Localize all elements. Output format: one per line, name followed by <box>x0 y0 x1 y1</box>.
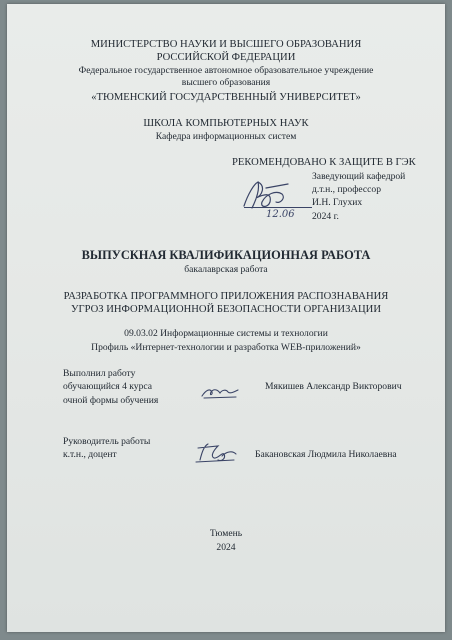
supervisor-label-1: Руководитель работы <box>63 436 151 447</box>
author-signature <box>198 382 242 402</box>
head-name: И.Н. Глухих <box>312 197 363 208</box>
approval-heading: РЕКОМЕНДОВАНО К ЗАЩИТЕ В ГЭК <box>232 157 416 168</box>
author-label-2: обучающийся 4 курса <box>63 381 153 392</box>
ministry-line-1: МИНИСТЕРСТВО НАУКИ И ВЫСШЕГО ОБРАЗОВАНИЯ <box>90 39 362 50</box>
profile: Профиль «Интернет-технологии и разработка WEB-приложений» <box>91 342 361 353</box>
department-name: Кафедра информационных систем <box>155 131 297 142</box>
author-label-3: очной формы обучения <box>63 395 159 406</box>
head-title: Заведующий кафедрой <box>312 171 406 182</box>
approval-year: 2024 г. <box>312 211 339 222</box>
school-name: ШКОЛА КОМПЬЮТЕРНЫХ НАУК <box>143 118 309 129</box>
head-degree: д.т.н., профессор <box>312 184 382 195</box>
work-subtype: бакалаврская работа <box>184 264 268 275</box>
supervisor-signature <box>192 440 242 466</box>
supervisor-name: Бакановская Людмила Николаевна <box>255 449 397 460</box>
supervisor-label-2: к.т.н., доцент <box>63 449 117 460</box>
handwritten-date: 12.06 <box>266 209 295 220</box>
head-signature <box>236 176 298 216</box>
topic-line-2: УГРОЗ ИНФОРМАЦИОННОЙ БЕЗОПАСНОСТИ ОРГАНИЗАЦИИ <box>71 304 381 315</box>
specialty: 09.03.02 Информационные системы и технологии <box>124 328 328 339</box>
footer-city: Тюмень <box>209 528 243 539</box>
university-name: «ТЮМЕНСКИЙ ГОСУДАРСТВЕННЫЙ УНИВЕРСИТЕТ» <box>91 92 361 103</box>
author-label-1: Выполнил работу <box>63 368 136 379</box>
footer-year: 2024 <box>216 542 236 553</box>
ministry-line-2: РОССИЙСКОЙ ФЕДЕРАЦИИ <box>156 52 296 63</box>
institution-line-1: Федеральное государственное автономное образовательное учреждение <box>78 65 374 76</box>
work-type: ВЫПУСКНАЯ КВАЛИФИКАЦИОННАЯ РАБОТА <box>81 248 371 262</box>
institution-line-2: высшего образования <box>181 77 271 88</box>
author-name: Мякишев Александр Викторович <box>265 381 402 392</box>
topic-line-1: РАЗРАБОТКА ПРОГРАММНОГО ПРИЛОЖЕНИЯ РАСПОЗНАВАНИЯ <box>63 291 389 302</box>
date-line <box>296 207 312 208</box>
